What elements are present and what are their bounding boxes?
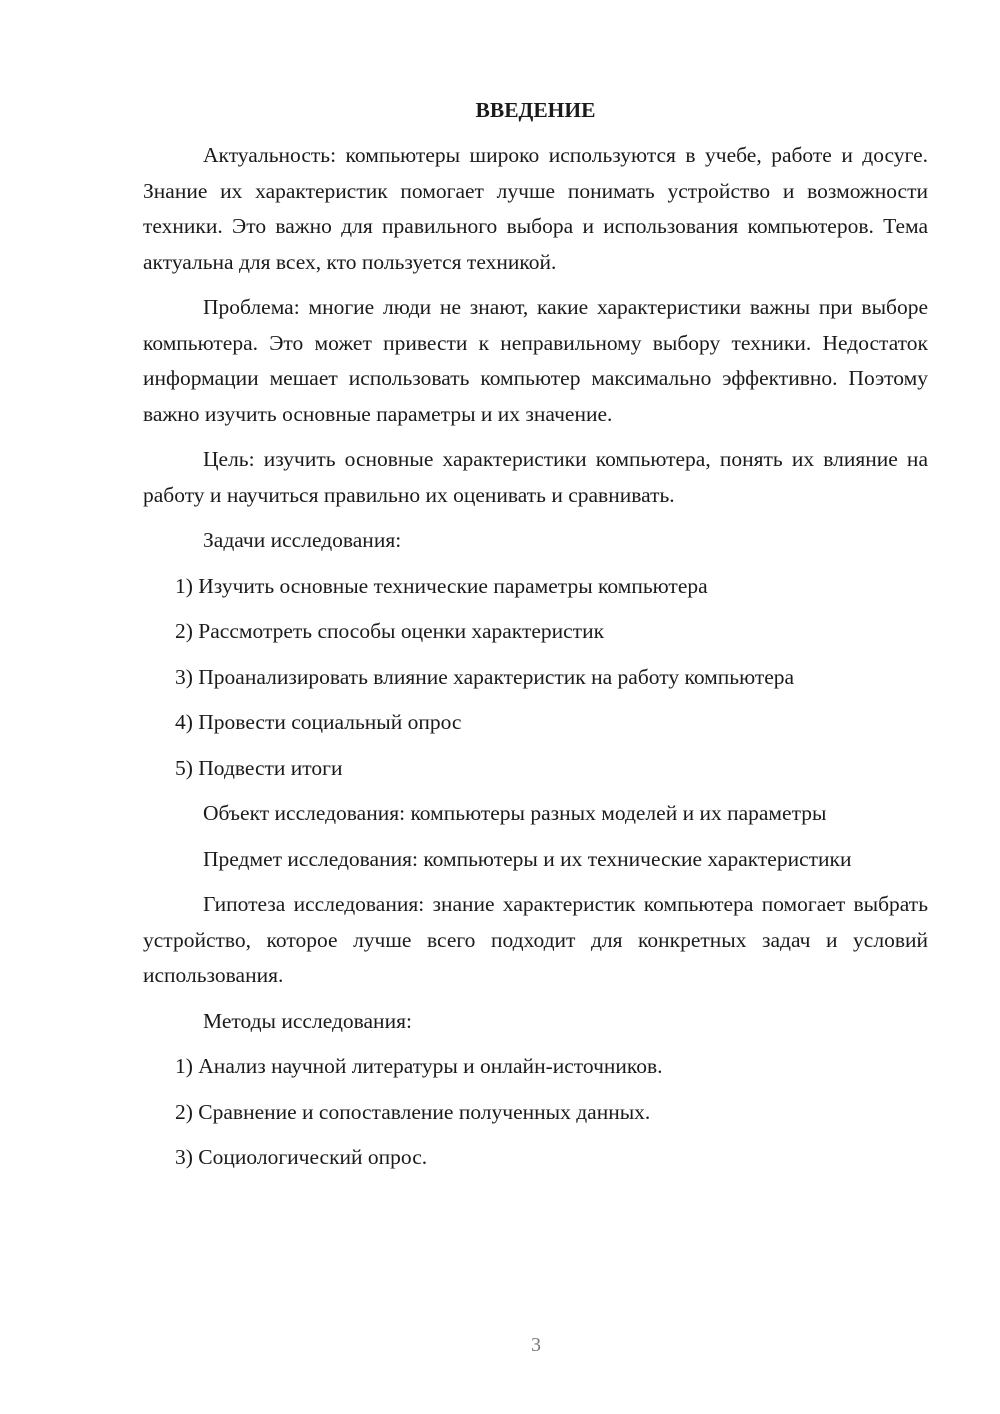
list-item: 2) Рассмотреть способы оценки характеристик	[175, 619, 605, 643]
page-number: 3	[531, 1334, 541, 1356]
list-item: 2) Сравнение и сопоставление полученных данных.	[175, 1099, 651, 1124]
tasks-heading: Задачи исследования:	[203, 528, 402, 552]
page-title: ВВЕДЕНИЕ	[475, 98, 596, 122]
methods-list	[143, 1049, 928, 1176]
tasks-list	[143, 569, 928, 787]
list-item: 5) Подвести итоги	[175, 755, 343, 780]
paragraph-object: Объект исследования: компьютеры разных моделей и их параметры	[203, 801, 827, 825]
list-item: 3) Проанализировать влияние характеристик на работу компьютера	[175, 664, 795, 689]
list-item: 3) Социологический опрос.	[175, 1145, 428, 1169]
paragraph-problem: Проблема: многие люди не знают, какие характеристики важны при выборе компьютера. Это может привести к неправильному выбору техники. Недостаток информации мешает использовать компьютер максимально эффективно. Поэтому важно изучить основные параметры и их значение.	[143, 295, 928, 426]
list-item: 4) Провести социальный опрос	[175, 710, 462, 734]
document-page	[143, 92, 928, 1186]
methods-heading: Методы исследования:	[203, 1008, 412, 1033]
list-item: 1) Изучить основные технические параметры компьютера	[175, 573, 708, 598]
list-item: 1) Анализ научной литературы и онлайн-источников.	[175, 1054, 663, 1078]
paragraph-goal: Цель: изучить основные характеристики компьютера, понять их влияние на работу и научиться правильно их оценивать и сравнивать.	[143, 447, 928, 507]
paragraph-relevance: Актуальность: компьютеры широко используются в учебе, работе и досуге. Знание их характеристик помогает лучше понимать устройство и возможности техники. Это важно для правильного выбора и использования компьютеров. Тема актуальна для всех, кто пользуется техникой.	[143, 143, 928, 274]
paragraph-subject: Предмет исследования: компьютеры и их технические характеристики	[203, 846, 852, 871]
paragraph-hypothesis: Гипотеза исследования: знание характеристик компьютера помогает выбрать устройство, которое лучше всего подходит для конкретных задач и условий использования.	[143, 892, 928, 987]
